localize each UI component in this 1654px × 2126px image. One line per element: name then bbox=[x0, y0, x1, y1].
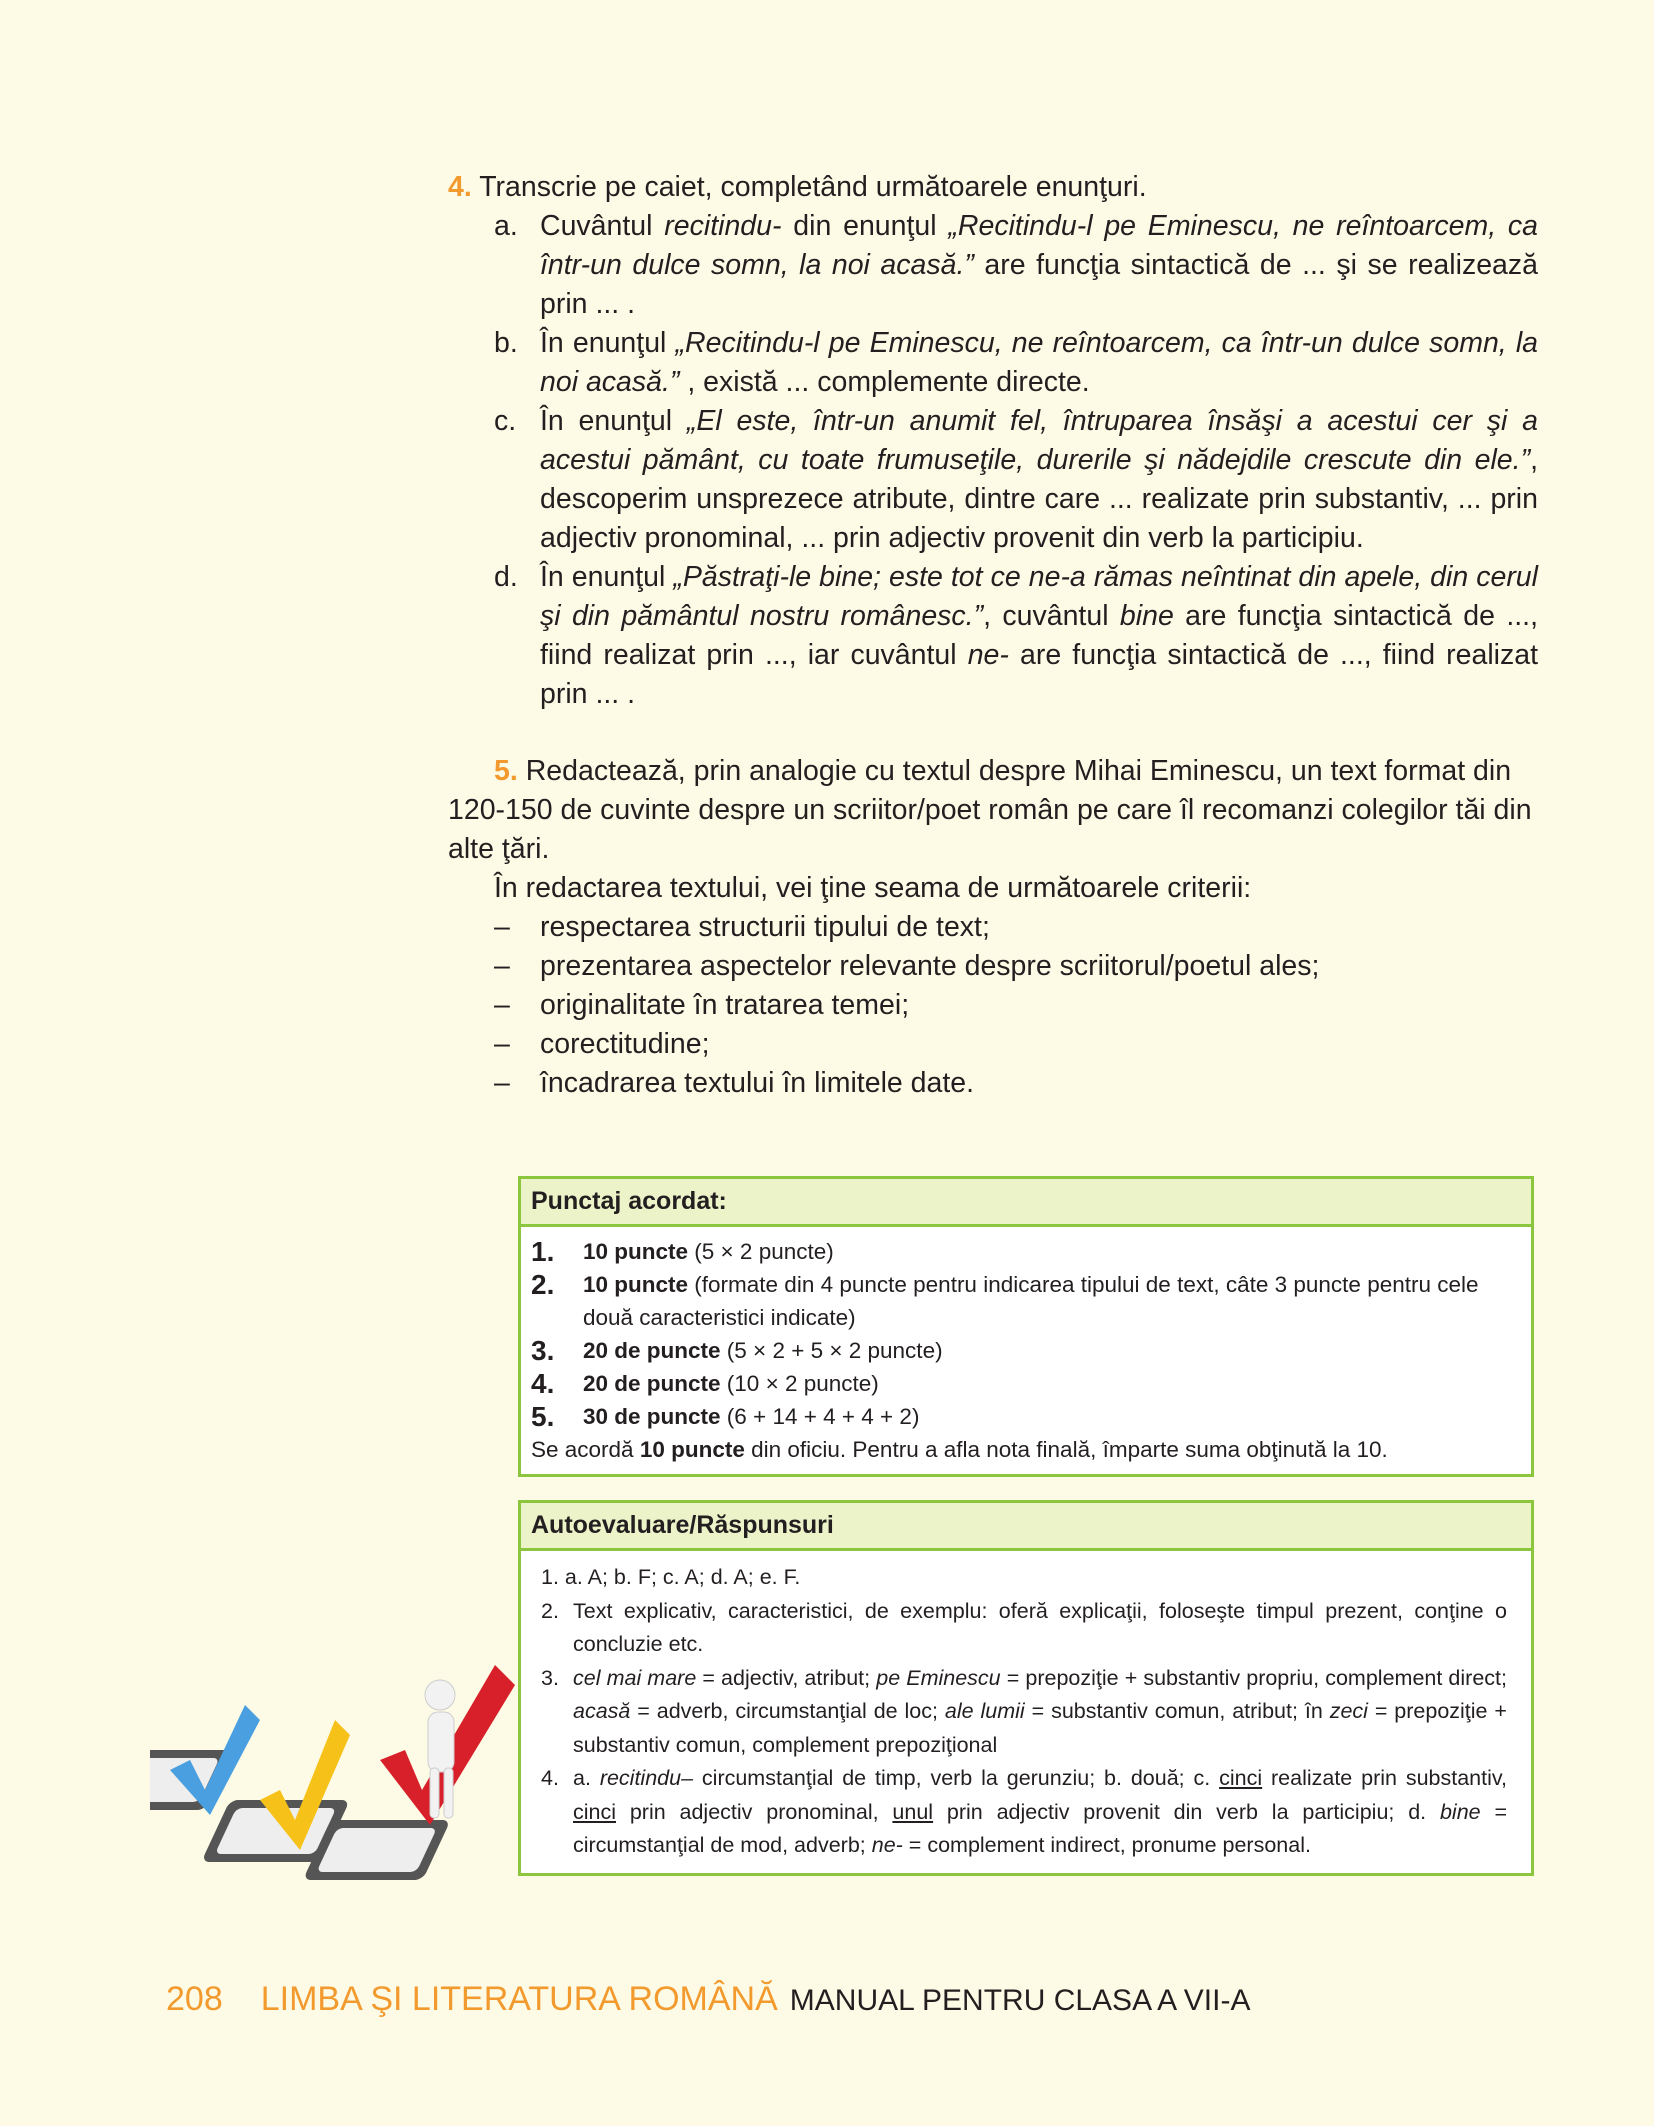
exercise-4-item-b: b. În enunţul „Recitindu-l pe Eminescu, ne reîntoarcem, ca într-un dulce somn, la noi acasă.” , există ... complemente directe. bbox=[494, 327, 1539, 398]
exercise-number: 4. bbox=[448, 171, 472, 203]
page-footer bbox=[166, 1980, 1250, 2019]
criteria-item: – încadrarea textului în limitele date. bbox=[494, 1067, 975, 1099]
answers-box bbox=[518, 1500, 1534, 1876]
subject-title: LIMBA ŞI LITERATURA ROMÂNĂ bbox=[260, 1980, 778, 2018]
scoring-row: 2. 10 puncte (formate din 4 puncte pentru indicarea tipului de text, câte 3 puncte pentru cele două caracteristici indicate) bbox=[531, 1269, 1479, 1330]
scoring-row: 5. 30 de puncte (6 + 14 + 4 + 4 + 2) bbox=[531, 1401, 920, 1432]
exercise-4-instruction: 4. Transcrie pe caiet, completând următoarele enunţuri. bbox=[448, 171, 1147, 203]
manual-title: MANUAL PENTRU CLASA A VII-A bbox=[789, 1984, 1251, 2017]
scoring-title: Punctaj acordat: bbox=[521, 1179, 1531, 1227]
page-number: 208 bbox=[166, 1980, 223, 2018]
checklist-illustration bbox=[150, 1650, 530, 1890]
criteria-intro: În redactarea textului, vei ţine seama de următoarele criterii: bbox=[494, 872, 1252, 904]
criteria-item: – respectarea structurii tipului de text; bbox=[494, 911, 990, 943]
scoring-box bbox=[518, 1176, 1534, 1477]
answer-1: 1. a. A; b. F; c. A; d. A; e. F. bbox=[541, 1565, 801, 1589]
answers-title: Autoevaluare/Răspunsuri bbox=[521, 1503, 1531, 1551]
criteria-item: – corectitudine; bbox=[494, 1028, 710, 1060]
exercise-5-text: 5. Redactează, prin analogie cu textul despre Mihai Eminescu, un text format din 120-150 de cuvinte despre un scriitor/poet român pe care îl recomanzi colegilor tăi din alte ţări. bbox=[448, 755, 1532, 865]
main-content bbox=[448, 168, 1538, 714]
answer-3: 3. cel mai mare = adjectiv, atribut; pe Eminescu = prepoziţie + substantiv propriu, complement direct; acasă = adverb, circumstanţial de loc; ale lumii = substantiv comun, atribut; în zeci = prepoziţie + substantiv comun, complement prepoziţional bbox=[541, 1665, 1507, 1757]
exercise-4-item-c: c. În enunţul „El este, într-un anumit fel, întruparea însăşi a acestui cer şi a acestui pământ, cu toate frumuseţile, durerile şi nădejdile crescute din ele.”, descoperim unsprezece atribute, dintre care ... realizate prin substantiv, ... prin adjectiv pronominal, ... prin adjectiv provenit din verb la participiu. bbox=[494, 405, 1539, 554]
scoring-row: 3. 20 de puncte (5 × 2 + 5 × 2 puncte) bbox=[531, 1335, 943, 1366]
scoring-row: 4. 20 de puncte (10 × 2 puncte) bbox=[531, 1368, 879, 1399]
answer-2: 2. Text explicativ, caracteristici, de exemplu: oferă explicaţii, foloseşte timpul prezent, conţine o concluzie etc. bbox=[541, 1598, 1507, 1656]
exercise-4-item-a: a. Cuvântul recitindu- din enunţul „Recitindu-l pe Eminescu, ne reîntoarcem, ca într-un dulce somn, la noi acasă.” are funcţia sintactică de ... şi se realizează prin ... . bbox=[494, 210, 1538, 320]
scoring-row: 1. 10 puncte (5 × 2 puncte) bbox=[531, 1236, 834, 1267]
answer-4: 4. a. recitindu– circumstanţial de timp, verb la gerunziu; b. două; c. cinci realizate prin substantiv, cinci prin adjectiv pronominal, unul prin adjectiv provenit din verb la participiu; d. bine = circumstanţial de mod, adverb; ne- = complement indirect, pronume personal. bbox=[541, 1766, 1508, 1857]
exercise-5 bbox=[448, 752, 1538, 1103]
criteria-item: – prezentarea aspectelor relevante despre scriitorul/poetul ales; bbox=[494, 950, 1320, 982]
criteria-item: – originalitate în tratarea temei; bbox=[494, 989, 910, 1021]
exercise-4-item-d: d. În enunţul „Păstraţi-le bine; este tot ce ne-a rămas neîntinat din apele, din cerul şi din pământul nostru românesc.”, cuvântul bine are funcţia sintactică de ..., fiind realizat prin ..., iar cuvântul ne- are funcţia sintactică de ..., fiind realizat prin ... . bbox=[494, 561, 1539, 710]
scoring-note: Se acordă 10 puncte din oficiu. Pentru a afla nota finală, împarte suma obţinută la 10. bbox=[531, 1437, 1388, 1462]
